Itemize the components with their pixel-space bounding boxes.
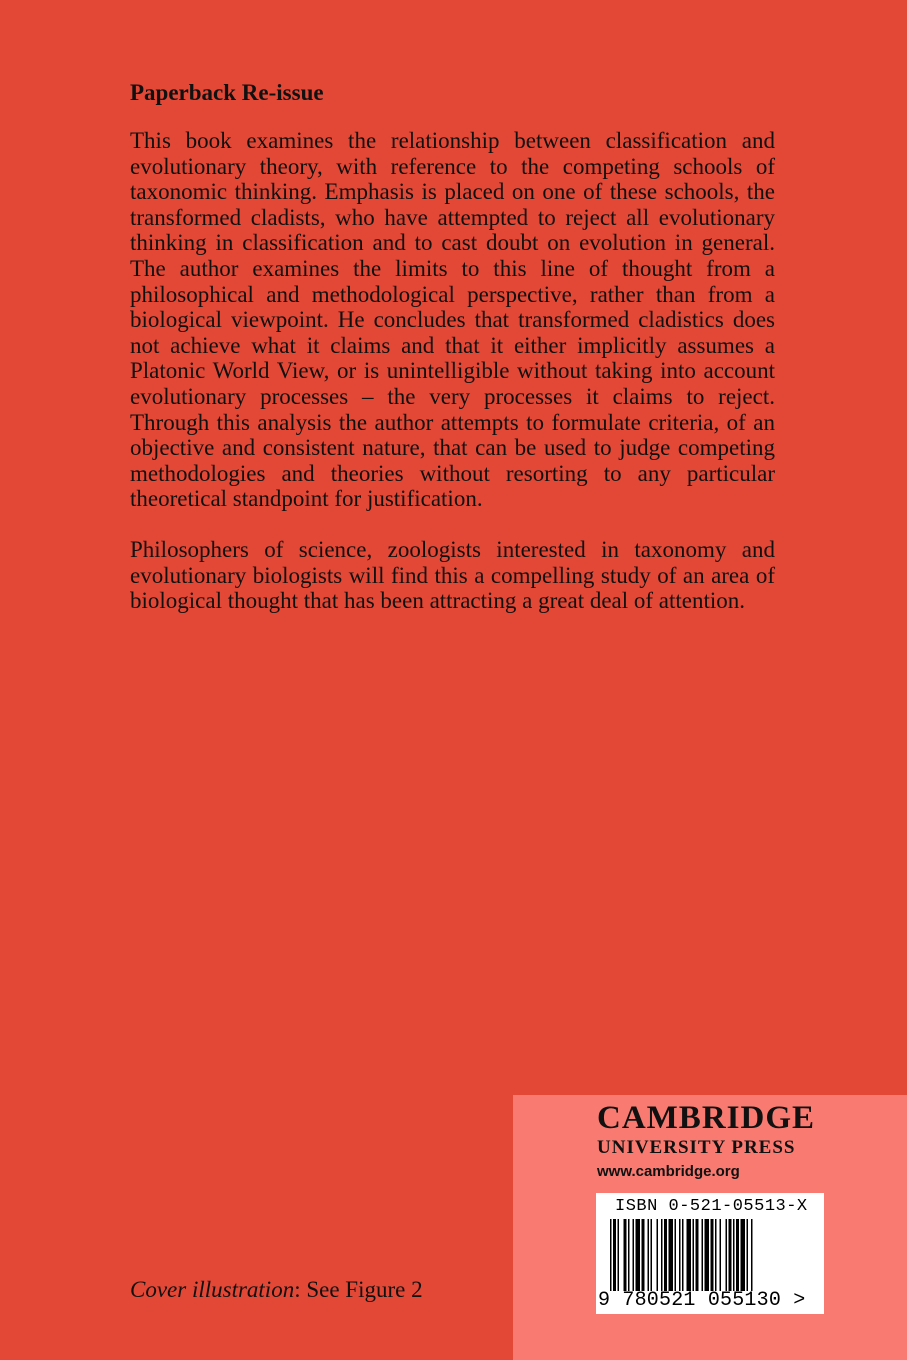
barcode-bar <box>705 1219 710 1291</box>
barcode-bar <box>687 1219 692 1291</box>
barcode-bar <box>747 1219 749 1291</box>
reissue-heading: Paperback Re-issue <box>130 80 324 105</box>
barcode-bar <box>715 1219 717 1291</box>
barcode-bar <box>751 1219 753 1291</box>
barcode-bar <box>651 1219 653 1291</box>
isbn-text: ISBN 0-521-05513-X <box>615 1197 808 1216</box>
barcode-bar <box>726 1219 728 1291</box>
barcode-bar <box>741 1219 746 1291</box>
caption-text: : See Figure 2 <box>294 1277 423 1302</box>
publisher-url: www.cambridge.org <box>597 1163 740 1180</box>
barcode-bar <box>613 1219 616 1291</box>
barcode-bar <box>618 1219 620 1291</box>
barcode-bar <box>736 1219 739 1291</box>
barcode-bar <box>720 1219 722 1291</box>
barcode-bar <box>733 1219 735 1291</box>
barcode-bar <box>669 1219 674 1291</box>
publisher-subtitle: UNIVERSITY PRESS <box>597 1137 796 1158</box>
barcode-bar <box>648 1219 650 1291</box>
barcode-bar <box>624 1219 627 1291</box>
barcode-bar <box>661 1219 663 1291</box>
barcode-icon <box>610 1219 806 1291</box>
barcode-box <box>596 1193 824 1314</box>
barcode-bar <box>636 1219 641 1291</box>
barcode-bar <box>702 1219 704 1291</box>
barcode-bar <box>682 1219 684 1291</box>
barcode-bar <box>711 1219 714 1291</box>
barcode-bar <box>675 1219 677 1291</box>
barcode-number: 9 780521 055130 > <box>598 1289 806 1312</box>
barcode-bar <box>696 1219 699 1291</box>
cover-illustration-caption <box>130 1277 423 1303</box>
barcode-bar <box>679 1219 681 1291</box>
blurb-block <box>130 78 775 639</box>
barcode-bar <box>642 1219 645 1291</box>
barcode-bar <box>657 1219 659 1291</box>
audience-paragraph: Philosophers of science, zoologists interested in taxonomy and evolutionary biologists will find this a compelling study of an area of biological thought that has been attracting a great deal of attention. <box>130 536 775 614</box>
barcode-bar <box>610 1219 612 1291</box>
barcode-bar <box>729 1219 732 1291</box>
barcode-bar <box>633 1219 635 1291</box>
barcode-bar <box>664 1219 667 1291</box>
barcode-bar <box>693 1219 695 1291</box>
publisher-name: CAMBRIDGE <box>597 1100 816 1136</box>
description-paragraph: This book examines the relationship between classification and evolutionary theory, with reference to the competing schools of taxonomic thinking. Emphasis is placed on one of these schools, the transformed cladists, who have attempted to reject all evolutionary thinking in classification and to cast doubt on evolution in general. The author examines the limits to this line of thought from a philosophical and methodological perspective, rather than from a biological viewpoint. He concludes that transformed cladistics does not achieve what it claims and that it either implicitly assumes a Platonic World View, or is unintelligible without taking into account evolutionary processes – the very processes it claims to reject. Through this analysis the author attempts to formulate criteria, of an objective and consistent nature, that can be used to judge competing methodologies and theories without resorting to any particular theoretical standpoint for justification. <box>130 128 775 512</box>
caption-label: Cover illustration <box>130 1277 295 1302</box>
barcode-bar <box>628 1219 630 1291</box>
